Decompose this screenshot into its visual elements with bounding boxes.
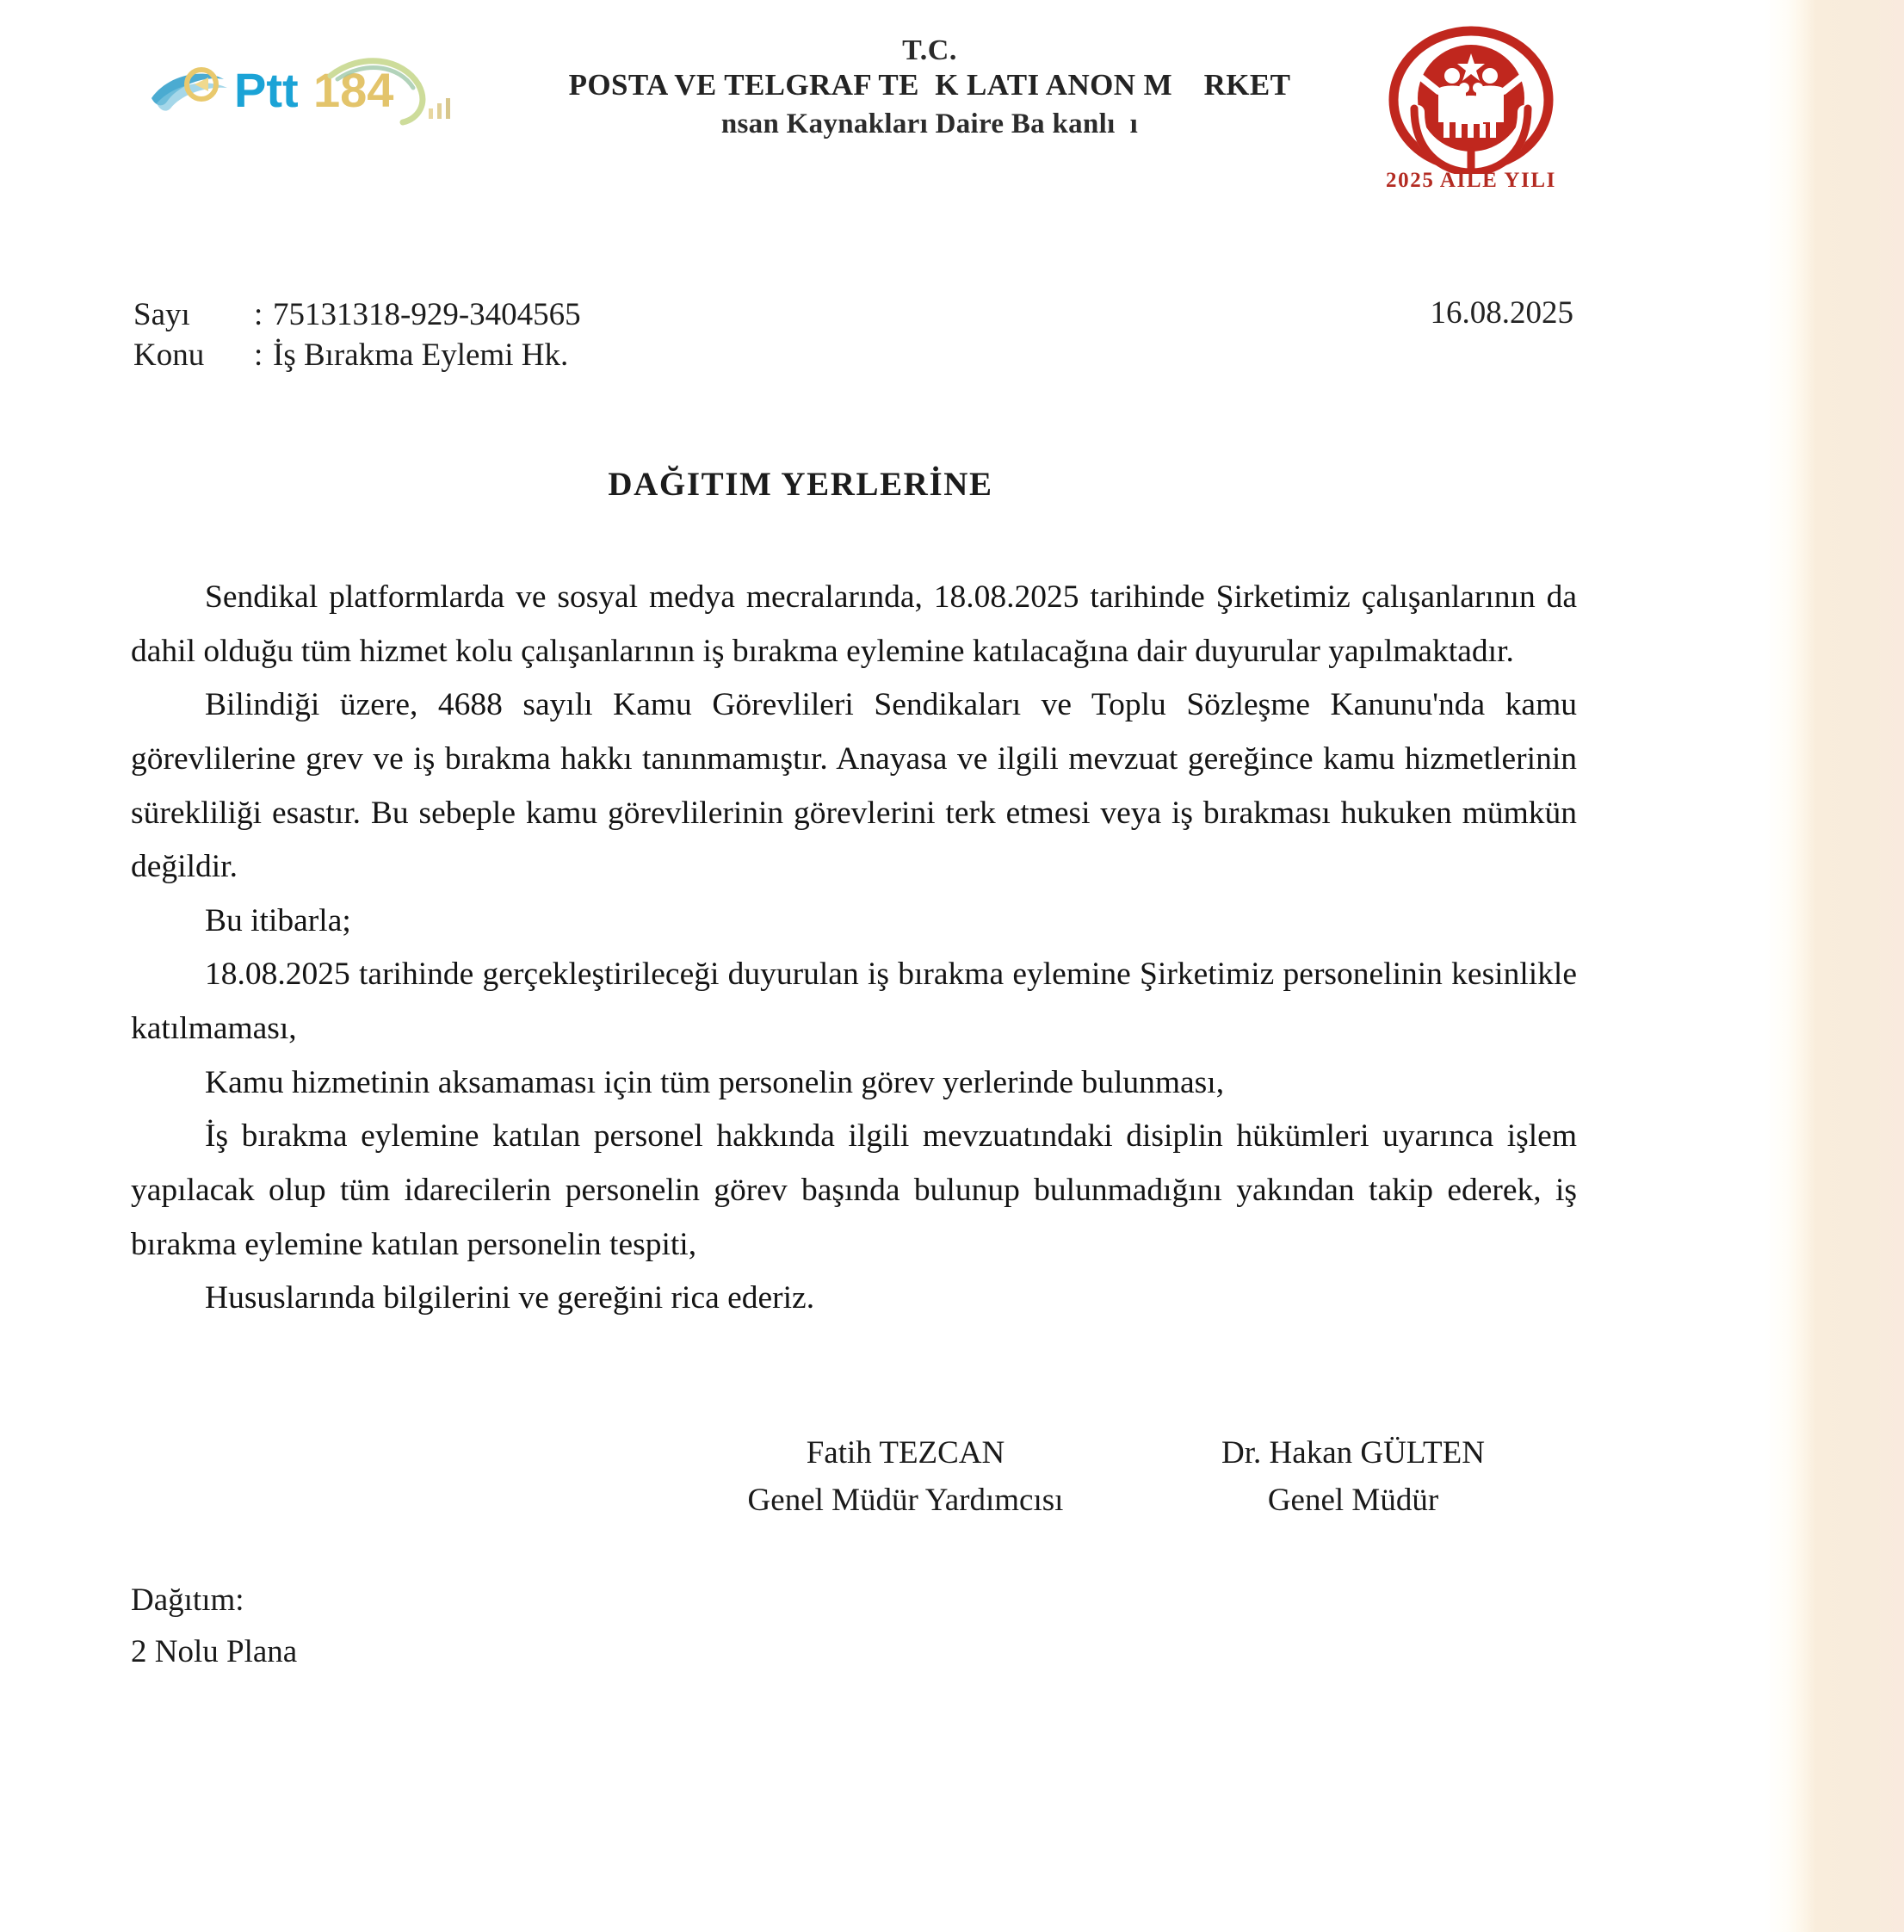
header-tc: T.C. xyxy=(902,34,957,66)
distribution-footer xyxy=(0,1575,1765,1678)
family-emblem-icon xyxy=(1388,22,1554,174)
signature-block xyxy=(0,1429,1765,1525)
signatory-left xyxy=(682,1429,1129,1525)
body-paragraph: Bu itibarla; xyxy=(205,902,351,938)
body-paragraph: 18.08.2025 tarihinde gerçekleştirileceği duyurulan iş bırakma eylemine Şirketimiz personelinin kesinlikle katılmaması, xyxy=(131,957,1577,1046)
emblem-caption: 2025 AİLE YILI xyxy=(1386,169,1556,192)
konu-colon: : xyxy=(254,337,263,374)
konu-value: İş Bırakma Eylemi Hk. xyxy=(273,337,569,374)
aile-yili-emblem xyxy=(1358,22,1584,210)
sayi-colon: : xyxy=(254,297,263,332)
document-meta xyxy=(0,294,1765,398)
svg-text:Ptt: Ptt xyxy=(234,63,299,117)
dagitim-label: Dağıtım: xyxy=(131,1582,244,1618)
letterhead xyxy=(0,0,1765,250)
letter-body xyxy=(0,571,1765,1326)
sayi-label: Sayı xyxy=(133,297,190,332)
dagitim-value: 2 Nolu Plana xyxy=(131,1633,298,1669)
body-paragraph: Sendikal platformlarda ve sosyal medya mecralarında, 18.08.2025 tarihinde Şirketimiz çalışanlarının da dahil olduğu tüm hizmet kolu çalışanlarının iş bırakma eylemine katılacağına dair duyurular yapılmaktadır. xyxy=(131,579,1577,669)
body-paragraph: Kamu hizmetinin aksamaması için tüm personelin görev yerlerinde bulunması, xyxy=(205,1064,1225,1100)
letterhead-titles xyxy=(448,34,1412,143)
svg-text:184: 184 xyxy=(313,63,394,117)
body-paragraph: İş bırakma eylemine katılan personel hakkında ilgili mevzuatındaki disiplin hükümleri uyarınca işlem yapılacak olup tüm idarecilerin personelin görev başında bulunup bulunmadığını yakından takip ederek, iş bırakma eylemine katılan personelin tespiti, xyxy=(131,1118,1577,1262)
document-date: 16.08.2025 xyxy=(1430,295,1573,331)
signatory-title: Genel Müdür xyxy=(1267,1483,1439,1519)
header-organization: POSTA VE TELGRAF TE K LATI ANON M RKET xyxy=(568,68,1291,102)
addressee-title: DAĞITIM YERLERİNE xyxy=(608,466,993,503)
signatory-right xyxy=(1129,1429,1577,1525)
meta-row-konu xyxy=(0,335,1765,375)
body-paragraph: Hususlarında bilgilerini ve gereğini rica ederiz. xyxy=(205,1280,815,1316)
signatory-name: Fatih TEZCAN xyxy=(806,1434,1005,1471)
ptt-logo xyxy=(145,50,472,129)
konu-label: Konu xyxy=(133,337,205,374)
signature-spacer xyxy=(131,1429,682,1525)
header-department: nsan Kaynakları Daire Ba kanlı ı xyxy=(720,108,1139,140)
sayi-value: 75131318-929-3404565 xyxy=(273,297,581,332)
page-right-margin xyxy=(1765,0,1904,1932)
signatory-name: Dr. Hakan GÜLTEN xyxy=(1221,1434,1485,1471)
signatory-title: Genel Müdür Yardımcısı xyxy=(747,1483,1064,1519)
body-paragraph: Bilindiği üzere, 4688 sayılı Kamu Görevlileri Sendikaları ve Toplu Sözleşme Kanunu'nda kamu görevlilerine grev ve iş bırakma hakkı tanınmamıştır. Anayasa ve ilgili mevzuat gereğince kamu hizmetlerinin sürekliliği esastır. Bu sebeple kamu görevlilerinin görevlerini terk etmesi veya iş bırakması hukuken mümkün değildir. xyxy=(131,687,1577,885)
